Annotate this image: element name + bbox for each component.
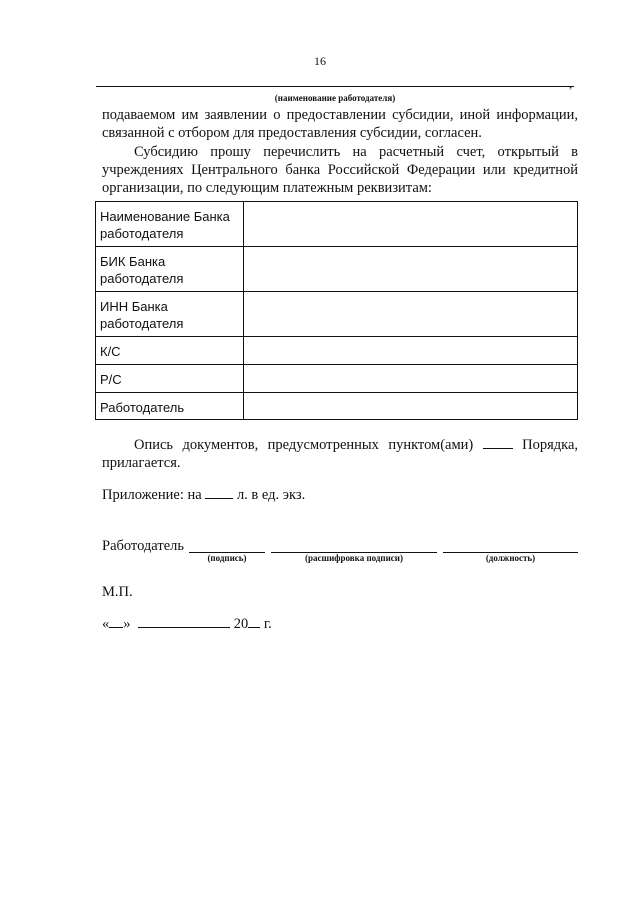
ks-label: К/С	[96, 337, 244, 365]
rs-value[interactable]	[244, 365, 578, 393]
bank-name-label: Наименование Банка работодателя	[96, 202, 244, 247]
inn-label: ИНН Банка работодателя	[96, 292, 244, 337]
inventory-text-before: Опись документов, предусмотренных пунктом(ами)	[134, 437, 474, 453]
top-comma: ,	[569, 76, 573, 91]
employer-label: Работодатель	[96, 393, 244, 420]
table-row	[96, 247, 578, 292]
consent-paragraph	[102, 106, 578, 142]
attachment-text-after: л. в ед. экз.	[236, 487, 306, 503]
table-row	[96, 337, 578, 365]
paragraph-consent-text: подаваемом им заявлении о предоставлении субсидии, иной информации, связанной с отбором для предоставления субсидии, согласен.	[102, 107, 578, 141]
inventory-text-after: Порядка, прилагается.	[102, 437, 579, 471]
employer-value[interactable]	[244, 393, 578, 420]
inventory-items-blank[interactable]	[483, 436, 513, 449]
date-suffix: г.	[263, 616, 272, 632]
bik-label: БИК Банка работодателя	[96, 247, 244, 292]
signature-caption: (подпись)	[207, 553, 247, 563]
date-close-quote: »	[123, 616, 131, 632]
decoding-caption: (расшифровка подписи)	[305, 553, 403, 563]
date-day-blank[interactable]	[109, 615, 123, 628]
attachment-pages-blank[interactable]	[205, 486, 233, 499]
attachment-line	[102, 486, 578, 504]
position-caption: (должность)	[485, 553, 536, 563]
table-row	[96, 292, 578, 337]
table-row	[96, 365, 578, 393]
signature-label: Работодатель	[102, 538, 184, 554]
bik-value[interactable]	[244, 247, 578, 292]
rs-label: Р/С	[96, 365, 244, 393]
attachment-text-before: Приложение: на	[102, 487, 202, 503]
ks-value[interactable]	[244, 337, 578, 365]
date-open-quote: «	[102, 616, 110, 632]
inn-value[interactable]	[244, 292, 578, 337]
page-number: 16	[314, 54, 326, 68]
table-row	[96, 202, 578, 247]
bank-name-value[interactable]	[244, 202, 578, 247]
stamp-place: М.П.	[102, 584, 133, 600]
date-year-prefix: 20	[233, 616, 249, 632]
inventory-paragraph	[102, 436, 578, 472]
paragraph-transfer-text: Субсидию прошу перечислить на расчетный счет, открытый в учреждениях Центрального банка Российской Федерации или кредитной организации, по следующим платежным реквизитам:	[102, 144, 578, 196]
date-month-blank[interactable]	[138, 615, 230, 628]
bank-details-table	[95, 201, 578, 420]
table-row	[96, 393, 578, 420]
employer-name-caption: (наименование работодателя)	[274, 93, 396, 103]
employer-name-line	[96, 86, 574, 87]
transfer-paragraph	[102, 143, 578, 197]
date-line	[102, 615, 272, 633]
date-year-blank[interactable]	[248, 615, 260, 628]
